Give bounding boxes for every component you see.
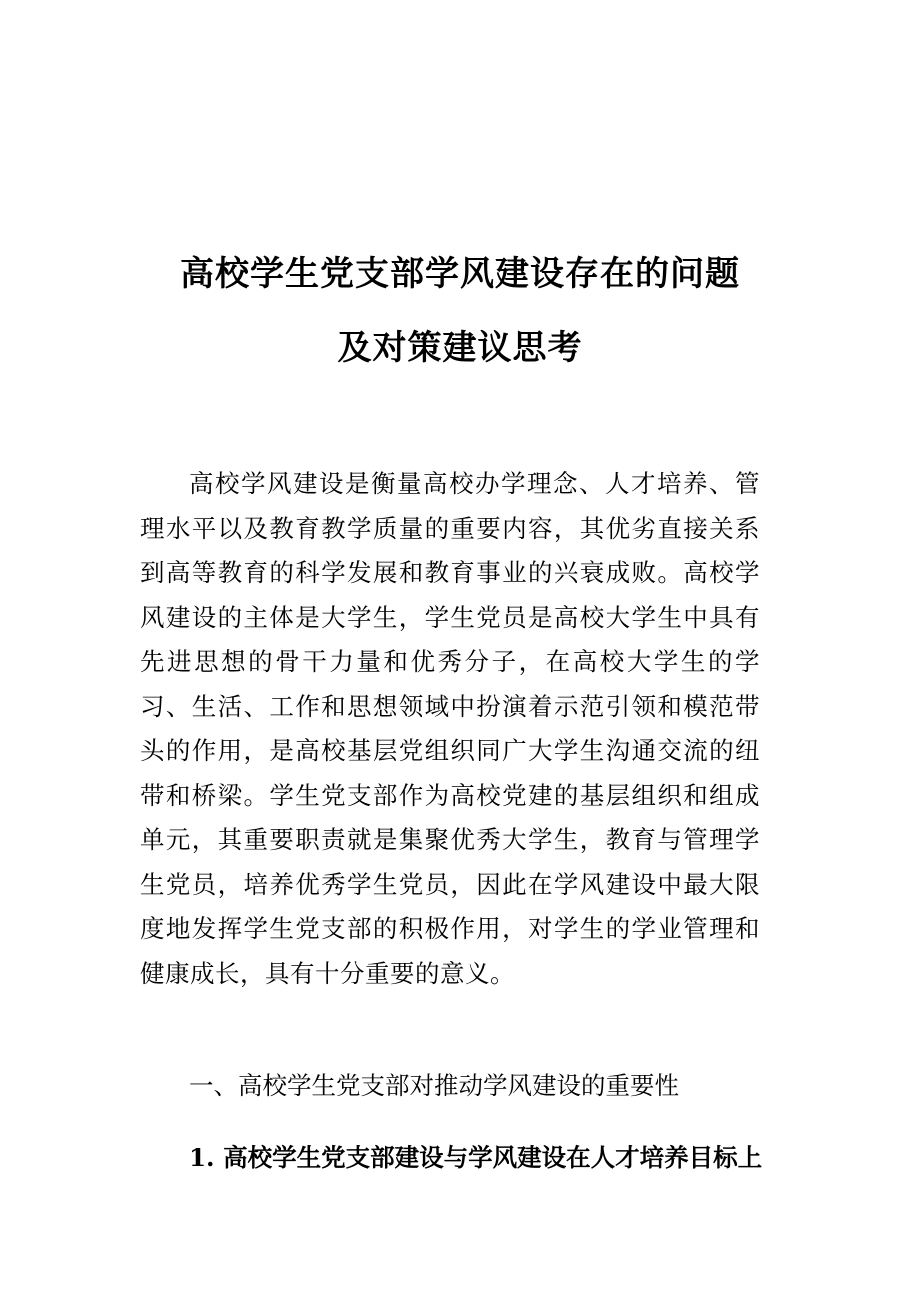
- intro-paragraph: 高校学风建设是衡量高校办学理念、人才培养、管理水平以及教育教学质量的重要内容，其优劣直接关系到高等教育的科学发展和教育事业的兴衰成败。高校学风建设的主体是大学生，学生党员是高校大学生中具有先进思想的骨干力量和优秀分子，在高校大学生的学习、生活、工作和思想领域中扮演着示范引领和模范带头的作用，是高校基层党组织同广大学生沟通交流的纽带和桥梁。学生党支部作为高校党建的基层组织和组成单元，其重要职责就是集聚优秀大学生，教育与管理学生党员，培养优秀学生党员，因此在学风建设中最大限度地发挥学生党支部的积极作用，对学生的学业管理和健康成长，具有十分重要的意义。: [140, 469, 760, 988]
- document-title-line-1: 高校学生党支部学风建设存在的问题: [180, 254, 740, 294]
- section-heading-1: 一、高校学生党支部对推动学风建设的重要性: [189, 1071, 679, 1100]
- subsection-heading-1: 1. 高校学生党支部建设与学风建设在人才培养目标上: [189, 1143, 763, 1172]
- document-title-line-2: 及对策建议思考: [337, 328, 583, 368]
